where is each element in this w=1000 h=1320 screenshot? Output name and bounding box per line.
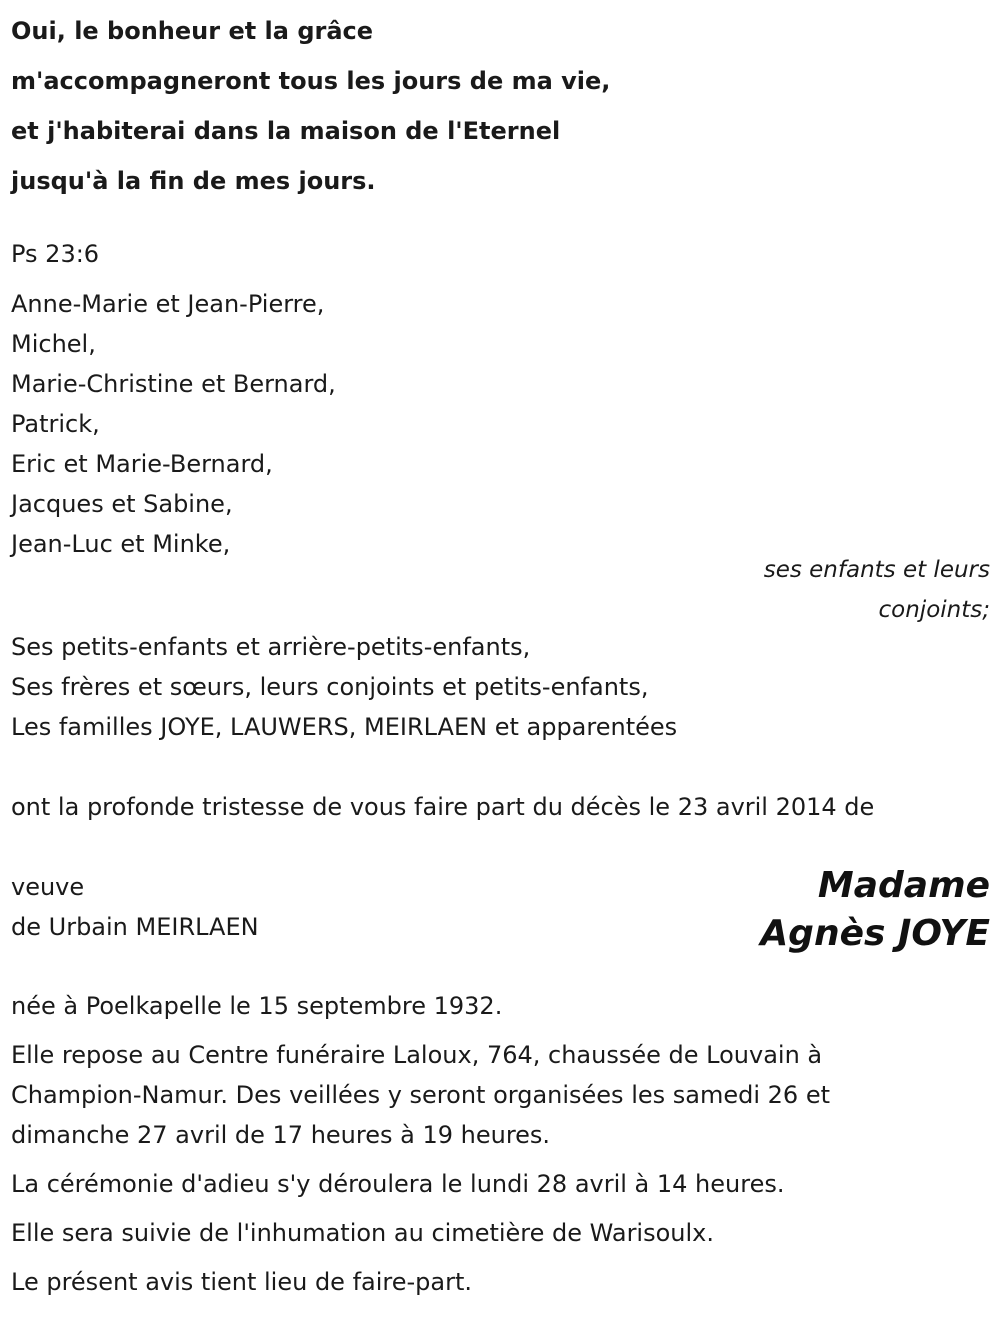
verse-line-2: m'accompagneront tous les jours de ma vie, xyxy=(11,67,611,95)
birth-info: née à Poelkapelle le 15 septembre 1932. xyxy=(11,992,503,1020)
children-relation xyxy=(764,550,990,630)
ceremony-info: La cérémonie d'adieu s'y déroulera le lundi 28 avril à 14 heures. xyxy=(11,1170,785,1198)
rest-line-2: Champion-Namur. Des veillées y seront organisées les samedi 26 et xyxy=(11,1081,830,1109)
funeral-details xyxy=(11,986,991,1311)
widow-info xyxy=(11,867,259,947)
psalm-verse xyxy=(11,6,711,206)
relatives-line: Les familles JOYE, LAUWERS, MEIRLAEN et apparentées xyxy=(11,713,678,741)
child-line: Eric et Marie-Bernard, xyxy=(11,450,273,478)
child-line: Anne-Marie et Jean-Pierre, xyxy=(11,290,325,318)
notice-text: Le présent avis tient lieu de faire-part. xyxy=(11,1268,473,1296)
widow-line-1: veuve xyxy=(11,873,85,901)
deceased-full-name: Agnès JOYE xyxy=(760,913,990,954)
verse-line-1: Oui, le bonheur et la grâce xyxy=(11,17,374,45)
child-line: Marie-Christine et Bernard, xyxy=(11,370,336,398)
deceased-name xyxy=(760,862,990,958)
child-line: Michel, xyxy=(11,330,96,358)
deceased-title: Madame xyxy=(817,865,990,906)
children-list xyxy=(11,284,336,564)
other-relatives xyxy=(11,627,677,747)
relatives-line: Ses petits-enfants et arrière-petits-enfants, xyxy=(11,633,531,661)
rest-line-3: dimanche 27 avril de 17 heures à 19 heures. xyxy=(11,1121,551,1149)
verse-line-3: et j'habiterai dans la maison de l'Eternel xyxy=(11,117,561,145)
widow-line-2: de Urbain MEIRLAEN xyxy=(11,913,259,941)
child-line: Jacques et Sabine, xyxy=(11,490,233,518)
burial-info: Elle sera suivie de l'inhumation au cimetière de Warisoulx. xyxy=(11,1219,714,1247)
relatives-line: Ses frères et sœurs, leurs conjoints et petits-enfants, xyxy=(11,673,649,701)
relation-line-2: conjoints; xyxy=(878,597,990,623)
rest-line-1: Elle repose au Centre funéraire Laloux, 764, chaussée de Louvain à xyxy=(11,1041,823,1069)
verse-reference: Ps 23:6 xyxy=(11,240,100,268)
rest-info xyxy=(11,1035,991,1155)
relation-line-1: ses enfants et leurs xyxy=(763,557,990,583)
announcement-text: ont la profonde tristesse de vous faire part du décès le 23 avril 2014 de xyxy=(11,793,875,821)
child-line: Patrick, xyxy=(11,410,100,438)
verse-line-4: jusqu'à la fin de mes jours. xyxy=(11,167,376,195)
child-line: Jean-Luc et Minke, xyxy=(11,530,231,558)
